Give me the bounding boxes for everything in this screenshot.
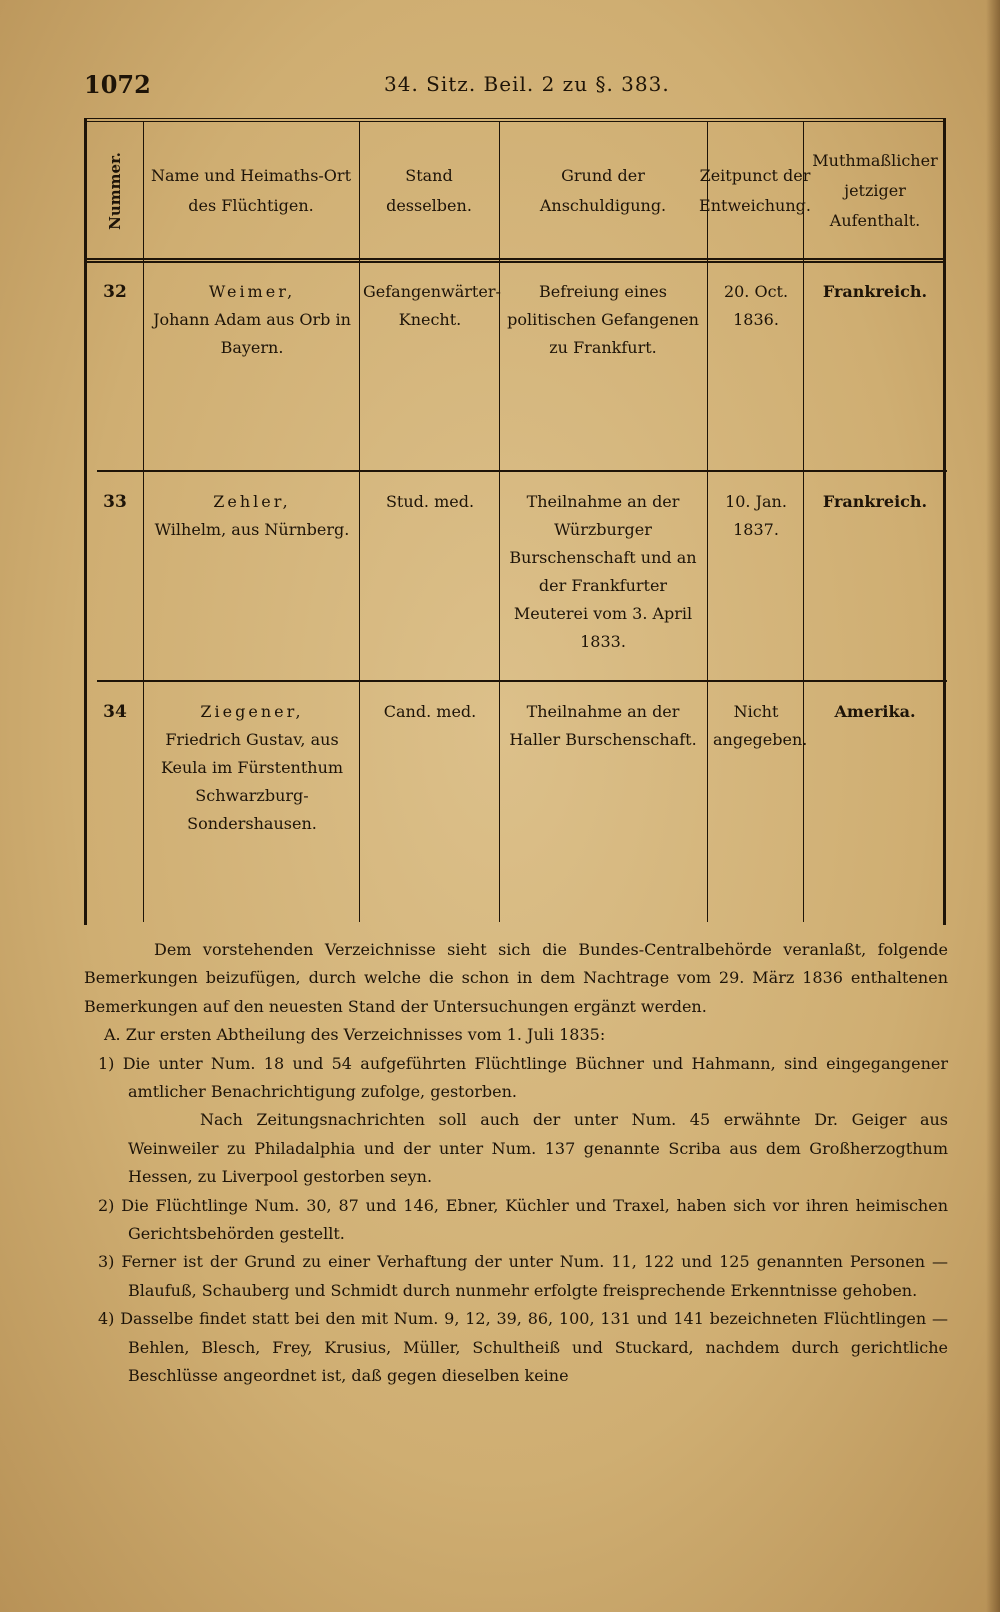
- column-divider: [499, 122, 500, 922]
- fugitive-origin: Friedrich Gustav, aus Keula im Fürstenthum Schwarzburg-Sondershausen.: [160, 730, 344, 833]
- fugitive-surname: Weimer,: [208, 282, 296, 301]
- fugitive-grund: Theilnahme an der Würzburger Burschenschaft und an der Frankfurter Meuterei vom 3. April 1833.: [509, 492, 697, 651]
- fugitive-name: [149, 698, 355, 838]
- remarks-intro: Dem vorstehenden Verzeichnisse sieht sich die Bundes-Centralbehörde veranlaßt, folgende Bemerkungen beizufügen, durch welche die schon in dem Nachtrage vom 29. März 1836 enthaltenen Bemerkungen auf den neuesten Stand der Untersuchungen ergänzt werden.: [84, 940, 948, 1016]
- fugitive-zeitpunct: Nicht angegeben.: [713, 702, 808, 749]
- row-number: 33: [103, 492, 127, 512]
- row-number: 34: [103, 702, 127, 722]
- running-head: 34. Sitz. Beil. 2 zu §. 383.: [384, 72, 670, 96]
- fugitive-surname: Ziegener,: [200, 702, 304, 721]
- column-divider: [359, 122, 360, 922]
- column-header-name: Name und Heimaths-Ort des Flüchtigen.: [151, 166, 351, 215]
- fugitive-stand: Gefangenwärter-Knecht.: [363, 282, 501, 329]
- fugitive-zeitpunct: 10. Jan. 1837.: [725, 492, 787, 539]
- page-header: [84, 70, 954, 106]
- fugitive-surname: Zehler,: [213, 492, 291, 511]
- fugitive-stand: Cand. med.: [383, 702, 477, 721]
- row-separator: [97, 680, 947, 682]
- page-number: 1072: [84, 70, 151, 99]
- remarks-item-1-continued: Nach Zeitungsnachrichten soll auch der unter Num. 45 erwähnte Dr. Geiger aus Weinweiler zu Philadalphia und der unter Num. 137 genannte Scriba aus dem Großherzogthum Hessen, zu Liverpool gestorben seyn.: [128, 1110, 948, 1187]
- column-divider: [707, 122, 708, 922]
- column-header-aufenthalt: Muthmaßlicher jetziger Aufenthalt.: [812, 151, 938, 230]
- fugitive-aufenthalt: Frankreich.: [822, 492, 928, 511]
- row-separator: [97, 470, 947, 472]
- fugitive-name: [149, 488, 355, 544]
- remarks-item-1: 1) Die unter Num. 18 und 54 aufgeführten Flüchtlinge Büchner und Hahmann, sind eingegangener amtlicher Benachrichtigung zufolge, gestorben.: [98, 1053, 948, 1102]
- fugitives-table: [84, 118, 946, 925]
- column-divider: [143, 122, 144, 922]
- row-number: 32: [103, 282, 127, 302]
- table-header-rule: [87, 258, 943, 263]
- page-edge-shadow: [986, 0, 1000, 1612]
- column-header-nummer: Nummer.: [106, 152, 124, 230]
- fugitive-aufenthalt: Frankreich.: [822, 282, 928, 301]
- column-header-zeitpunct: Zeitpunct der Entweichung.: [699, 166, 811, 215]
- fugitive-grund: Befreiung eines politischen Gefangenen zu Frankfurt.: [507, 282, 699, 357]
- remarks-text: [84, 936, 948, 1391]
- remarks-item-3: 3) Ferner ist der Grund zu einer Verhaftung der unter Num. 11, 122 und 125 genannten Personen — Blaufuß, Schauberg und Schmidt durch nunmehr erfolgte freisprechende Erkenntnisse gehoben.: [98, 1252, 948, 1300]
- fugitive-grund: Theilnahme an der Haller Burschenschaft.: [509, 702, 697, 749]
- remarks-section-a: A. Zur ersten Abtheilung des Verzeichnisses vom 1. Juli 1835:: [104, 1025, 606, 1045]
- column-header-stand: Stand desselben.: [386, 166, 472, 215]
- column-header-grund: Grund der Anschuldigung.: [539, 166, 667, 215]
- fugitive-zeitpunct: 20. Oct. 1836.: [723, 282, 789, 329]
- fugitive-origin: Johann Adam aus Orb in Bayern.: [153, 310, 351, 357]
- column-divider: [803, 122, 804, 922]
- fugitive-stand: Stud. med.: [385, 492, 475, 511]
- fugitive-aufenthalt: Amerika.: [834, 702, 916, 721]
- fugitive-origin: Wilhelm, aus Nürnberg.: [154, 520, 350, 539]
- table-top-rule: [87, 118, 943, 122]
- remarks-item-4: 4) Dasselbe findet statt bei den mit Num. 9, 12, 39, 86, 100, 131 und 141 bezeichneten Flüchtlingen — Behlen, Blesch, Frey, Krusius, Müller, Schultheiß und Stuckard, nachdem durch gerichtliche Beschlüsse angeordnet ist, daß gegen dieselben keine: [98, 1309, 948, 1386]
- fugitive-name: [149, 278, 355, 362]
- remarks-item-2: 2) Die Flüchtlinge Num. 30, 87 und 146, Ebner, Küchler und Traxel, haben sich vor ihren heimischen Gerichtsbehörden gestellt.: [98, 1195, 948, 1244]
